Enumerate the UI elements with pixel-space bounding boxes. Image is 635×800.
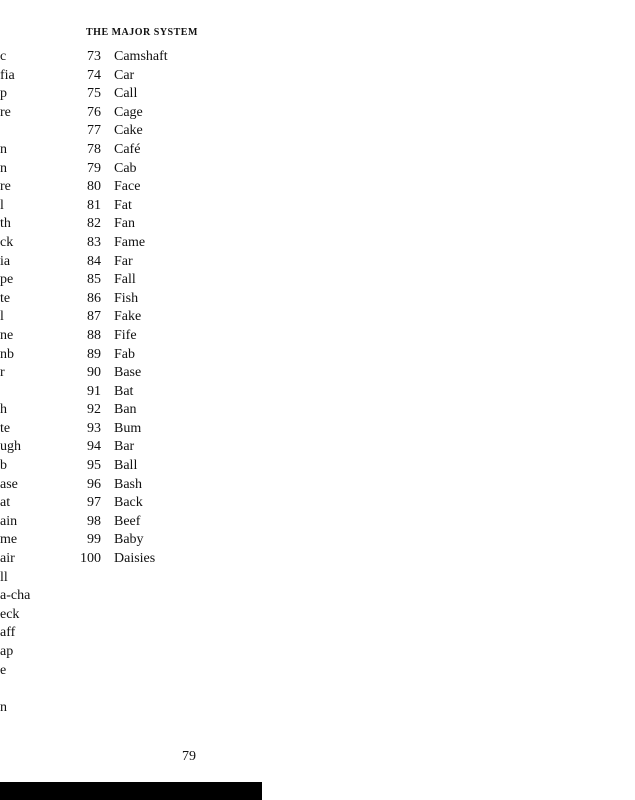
list-item [70,327,137,346]
peg-number: 81 [87,197,101,213]
left-fragment: l [0,197,4,213]
left-fragment: ain [0,513,18,529]
peg-number: 88 [87,327,101,343]
list-item [70,383,134,402]
left-fragment: c [0,49,7,64]
left-fragment: a-cha [0,588,31,604]
left-fragment: eck [0,606,20,622]
peg-number: 83 [87,234,101,250]
left-fragment: me [0,532,18,548]
page-number: 79 [182,749,196,764]
peg-word: Bash [114,476,142,492]
peg-word: Fife [114,327,137,343]
peg-word: Fish [114,290,139,306]
list-item [70,160,137,179]
list-item [70,550,156,569]
left-fragment: ll [0,569,8,585]
peg-word: Café [114,141,141,157]
list-item [70,438,135,457]
peg-word: Ball [114,458,138,474]
peg-number: 82 [87,216,101,232]
peg-word: Fall [114,272,136,288]
list-item [70,531,144,550]
left-fragment: n [0,699,7,715]
list-item [70,290,139,309]
peg-number: 87 [87,309,101,325]
peg-word: Fab [114,346,135,362]
left-fragment: nb [0,346,14,362]
list-item [70,85,138,104]
peg-number: 89 [87,346,101,362]
left-page-fragment-column [0,48,60,717]
peg-number: 99 [87,532,101,548]
left-fragment: ugh [0,439,21,455]
peg-word: Fat [114,197,132,213]
left-fragment: fia [0,67,15,83]
left-fragment: r [0,365,5,381]
peg-number: 93 [87,420,101,436]
list-item [70,253,133,272]
peg-word: Fan [114,216,135,232]
peg-number: 80 [87,179,101,195]
peg-number: 100 [80,551,101,567]
left-fragment: te [0,420,11,436]
left-fragment: e [0,662,7,678]
list-item [70,513,141,532]
peg-word: Bat [114,383,134,399]
peg-word: Base [114,365,142,381]
peg-number: 73 [87,49,101,64]
peg-word: Camshaft [114,49,168,64]
peg-number: 91 [87,383,101,399]
list-item [70,364,142,383]
left-fragment: th [0,216,11,232]
peg-number: 90 [87,365,101,381]
list-item [70,197,132,216]
list-item [70,48,168,67]
peg-word: Back [114,495,143,511]
list-item [70,122,143,141]
scan-edge-bar [0,782,262,800]
list-item [70,420,142,439]
left-fragment: pe [0,272,14,288]
left-fragment: ase [0,476,18,492]
peg-number: 77 [87,123,101,139]
left-fragment [0,680,60,699]
peg-list [70,48,168,569]
peg-number: 92 [87,402,101,418]
peg-number: 98 [87,513,101,529]
peg-word: Cage [114,104,143,120]
left-fragment: ne [0,327,14,343]
peg-number: 96 [87,476,101,492]
peg-word: Beef [114,513,141,529]
peg-word: Car [114,67,135,83]
peg-number: 74 [87,67,101,83]
left-fragment: ap [0,644,14,659]
peg-number: 86 [87,290,101,306]
list-item [70,234,146,253]
left-fragment: n [0,160,7,176]
peg-number: 95 [87,458,101,474]
left-fragment [0,383,60,402]
peg-number: 85 [87,272,101,288]
left-fragment: air [0,551,15,567]
page-header: THE MAJOR SYSTEM [86,27,198,38]
peg-word: Ban [114,402,137,418]
peg-number: 75 [87,86,101,102]
left-fragment: re [0,179,11,195]
list-item [70,271,136,290]
left-fragment: ia [0,253,11,269]
left-fragment: b [0,458,7,474]
peg-number: 94 [87,439,101,455]
peg-word: Fame [114,234,146,250]
left-fragment: h [0,402,7,418]
left-fragment: te [0,290,11,306]
list-item [70,141,141,160]
peg-word: Far [114,253,133,269]
peg-word: Fake [114,309,142,325]
peg-number: 76 [87,104,101,120]
peg-word: Cake [114,123,143,139]
peg-number: 79 [87,160,101,176]
left-fragment: aff [0,625,16,641]
list-item [70,104,143,123]
list-item [70,494,143,513]
left-fragment: n [0,141,7,157]
list-item [70,476,142,495]
left-fragment: l [0,309,4,325]
list-item [70,346,135,365]
peg-word: Cab [114,160,137,176]
list-item [70,401,137,420]
left-fragment: at [0,495,11,511]
list-item [70,308,142,327]
peg-word: Daisies [114,551,156,567]
peg-word: Call [114,86,138,102]
list-item [70,178,141,197]
peg-word: Baby [114,532,144,548]
peg-word: Bum [114,420,142,436]
peg-word: Face [114,179,141,195]
left-fragment: re [0,104,11,120]
left-fragment: p [0,86,7,102]
peg-number: 97 [87,495,101,511]
list-item [70,67,135,86]
peg-number: 84 [87,253,101,269]
left-fragment: ck [0,234,14,250]
list-item [70,215,135,234]
peg-word: Bar [114,439,135,455]
peg-number: 78 [87,141,101,157]
list-item [70,457,138,476]
left-fragment [0,122,60,141]
